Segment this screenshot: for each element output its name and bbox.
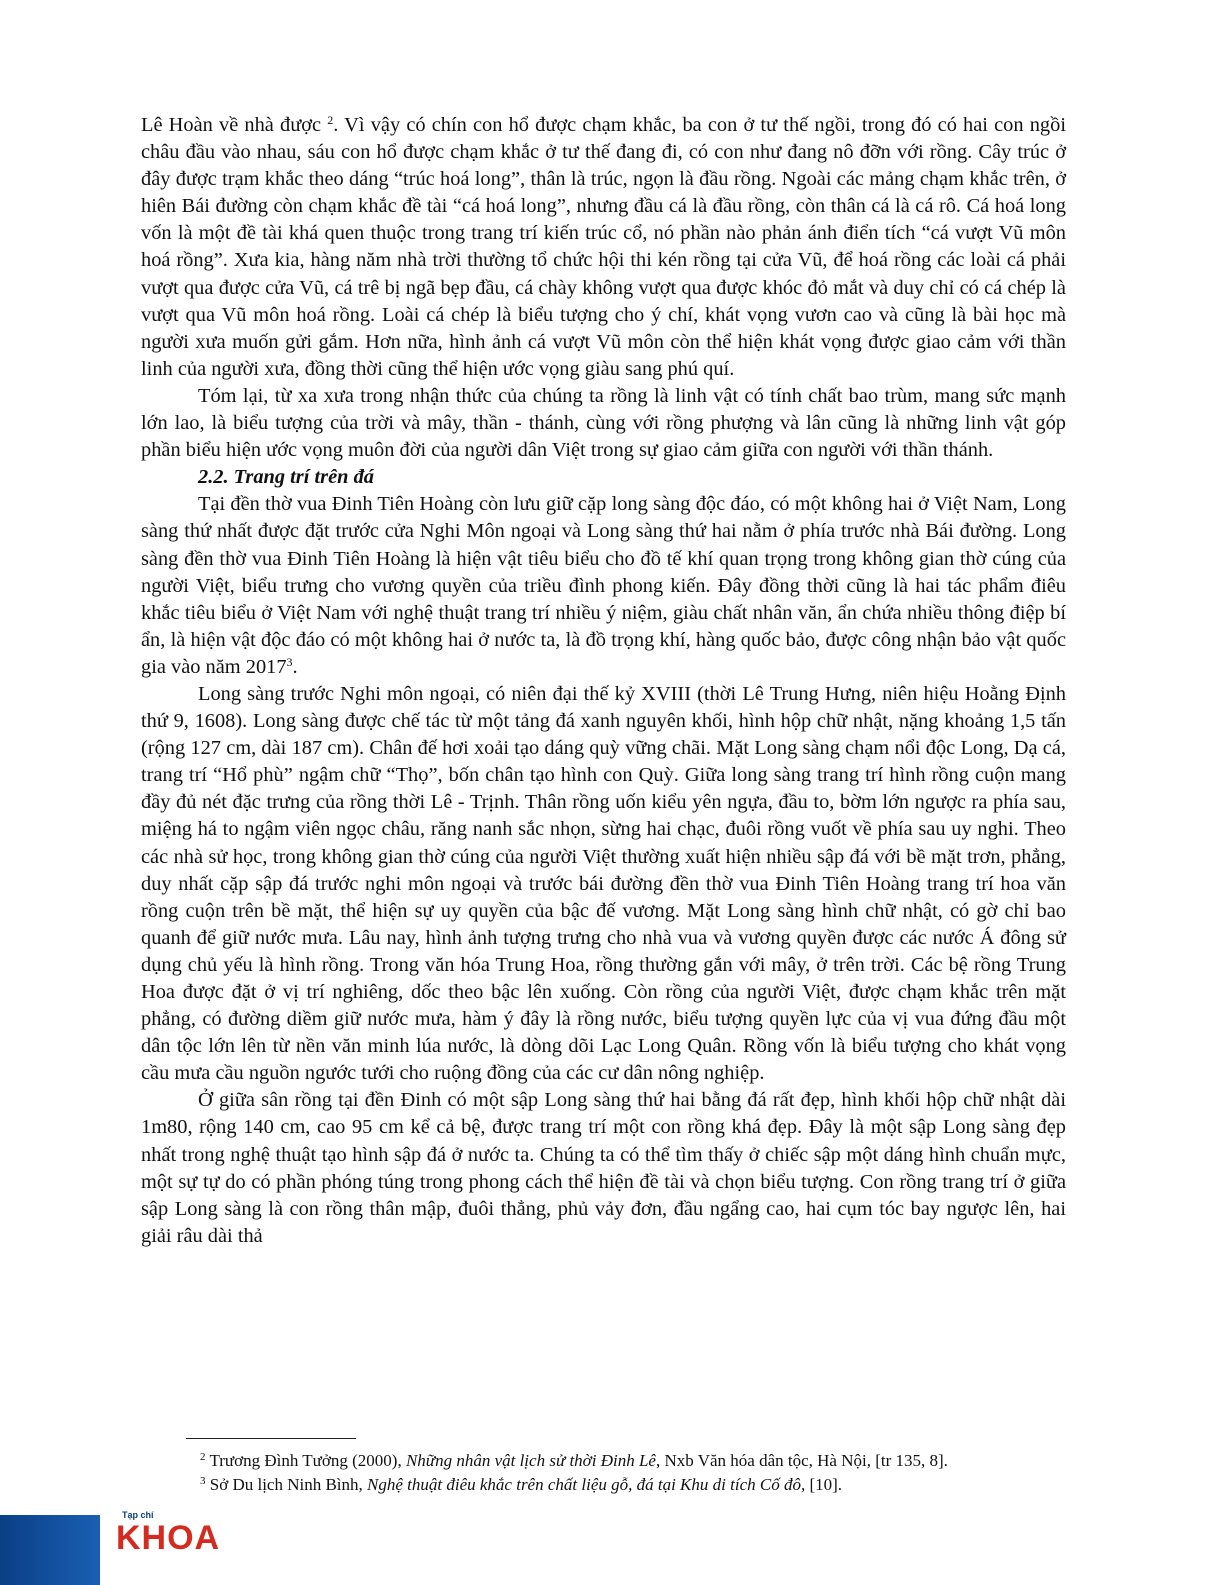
footnote-number: 3 [200, 1475, 206, 1487]
paragraph-2: Tóm lại, từ xa xưa trong nhận thức của chúng ta rồng là linh vật có tính chất bao trùm, mang sức mạnh lớn lao, là biểu tượng của trời và mây, thần - thánh, cùng với rồng phượng và lân cũng là những linh vật góp phần biểu hiện ước vọng muôn đời của người dân Việt trong sự giao cảm giữa con người với thần thánh. [141, 384, 1066, 462]
paragraph-5: Ở giữa sân rồng tại đền Đinh có một sập Long sàng thứ hai bằng đá rất đẹp, hình khối hộp chữ nhật dài 1m80, rộng 140 cm, cao 95 cm kể cả bệ, được trang trí một con rồng khá đẹp. Đây là một sập Long sàng đẹp nhất trong nghệ thuật tạo hình sập đá ở nước ta. Chúng ta có thể tìm thấy ở chiếc sập một dáng hình chuẩn mực, một sự tự do có phần phóng túng trong phong cách thể hiện đề tài và chọn biểu tượng. Con rồng trang trí ở giữa sập Long sàng là con rồng thân mập, đuôi thẳng, phủ vảy đơn, đầu ngẩng cao, hai cụm tóc bay ngược lên, hai giải râu dài thả [141, 1089, 1066, 1247]
paragraph-text: . [292, 655, 298, 678]
footnote-divider [186, 1438, 356, 1439]
footnote-2 [200, 1449, 1080, 1473]
logo-title: KHOA [116, 1519, 221, 1557]
footnote-3 [200, 1473, 1080, 1497]
logo-subtitle: Tạp chí [122, 1510, 154, 1520]
paragraph-4: Long sàng trước Nghi môn ngoại, có niên đại thế kỷ XVIII (thời Lê Trung Hưng, niên hiệu Hoằng Định thứ 9, 1608). Long sàng được chế tác từ một tảng đá xanh nguyên khối, hình hộp chữ nhật, nặng khoảng 1,5 tấn (rộng 127 cm, dài 187 cm). Chân đế hơi xoải tạo dáng quỳ vững chãi. Mặt Long sàng chạm nổi độc Long, Dạ cá, trang trí “Hổ phù” ngậm chữ “Thọ”, bốn chân tạo hình con Quỳ. Giữa long sàng trang trí hình rồng cuộn mang đầy đủ nét đặc trưng của rồng thời Lê - Trịnh. Thân rồng uốn kiểu yên ngựa, đầu to, bờm lớn ngược ra phía sau, miệng há to ngậm viên ngọc châu, răng nanh sắc nhọn, sừng hai chạc, đuôi rồng vuốt về phía sau uy nghi. Theo các nhà sử học, trong không gian thờ cúng của người Việt thường xuất hiện nhiều sập đá với bề mặt trơn, phẳng, duy nhất cặp sập đá trước nghi môn ngoại và trước bái đường đền thờ vua Đinh Tiên Hoàng trang trí hoa văn rồng cuộn trên bề mặt, thể hiện sự uy quyền của bậc đế vương. Mặt Long sàng hình chữ nhật, có gờ chỉ bao quanh để giữ nước mưa. Lâu nay, hình ảnh tượng trưng cho nhà vua và vương quyền được các nước Á đông sử dụng chủ yếu là hình rồng. Trong văn hóa Trung Hoa, rồng thường gắn với mây, ở trên trời. Các bệ rồng Trung Hoa được đặt ở vị trí nghiêng, dốc theo bậc lên xuống. Còn rồng của người Việt, được chạm khắc trên mặt phẳng, có đường diềm giữ nước mưa, hàm ý đây là rồng nước, biểu tượng quyền lực của vị vua đứng đầu một dân tộc lớn lên từ nền văn minh lúa nước, là dòng dõi Lạc Long Quân. Rồng vốn là biểu tượng cho khát vọng cầu mưa cầu nguồn ngước tưới cho ruộng đồng của các cư dân nông nghiệp. [141, 682, 1066, 1085]
article-body [141, 112, 1066, 1250]
footnote-text: , Nxb Văn hóa dân tộc, Hà Nội, [tr 135, 8]. [655, 1451, 948, 1470]
paragraph-3 [141, 491, 1066, 681]
footnote-ref-2[interactable]: 2 [327, 113, 334, 127]
footnote-text: Sở Du lịch Ninh Bình, [205, 1475, 368, 1494]
footnote-title: Nghệ thuật điêu khắc trên chất liệu gỗ, đá tại Khu di tích Cố đô, [367, 1475, 806, 1494]
footnotes [200, 1449, 1080, 1497]
footnote-number: 2 [200, 1451, 206, 1463]
paragraph-text: Lê Hoàn về nhà được [141, 114, 328, 136]
footnote-title: Những nhân vật lịch sử thời Đinh Lê [405, 1451, 656, 1470]
footnote-ref-3[interactable]: 3 [286, 654, 293, 669]
footnote-text: Trương Đình Tưởng (2000), [205, 1451, 406, 1470]
footnote-text: [10]. [805, 1475, 843, 1494]
paragraph-1 [141, 112, 1066, 383]
paragraph-text: Tại đền thờ vua Đinh Tiên Hoàng còn lưu giữ cặp long sàng độc đáo, có một không hai ở Việt Nam, Long sàng thứ nhất được đặt trước cửa Nghi Môn ngoại và Long sàng thứ hai nằm ở phía trước nhà Bái đường. Long sàng đền thờ vua Đinh Tiên Hoàng là hiện vật tiêu biểu cho đồ tế khí quan trọng trong không gian thờ cúng của người Việt, biểu trưng cho vương quyền của triều đình phong kiến. Đây đồng thời cũng là hai tác phẩm điêu khắc tiêu biểu ở Việt Nam với nghệ thuật trang trí nhiều ý niệm, giàu chất nhân văn, ẩn chứa nhiều thông điệp bí ẩn, là hiện vật độc đáo có một không hai ở nước ta, là đồ trọng khí, hàng quốc bảo, được công nhận bảo vật quốc gia vào năm 2017 [141, 493, 1066, 678]
footer-color-bar [0, 1515, 100, 1585]
magazine-logo [116, 1510, 220, 1556]
section-heading: 2.2. Trang trí trên đá [198, 466, 374, 489]
paragraph-text: . Vì vậy có chín con hổ được chạm khắc, ba con ở tư thế ngồi, trong đó có hai con ngồi châu đầu vào nhau, sáu con hổ được chạm khắc ở tư thế đang đi, có con như đang nô đỡn với rồng. Cây trúc ở đây được trạm khắc theo dáng “trúc hoá long”, thân là trúc, ngọn là đầu rồng. Ngoài các mảng chạm khắc trên, ở hiên Bái đường còn chạm khắc đề tài “cá hoá long”, nhưng đầu cá là đầu rồng, còn thân cá là cá rô. Cá hoá long vốn là một đề tài khá quen thuộc trong trang trí kiến trúc cổ, nó phần nào phản ánh điển tích “cá vượt Vũ môn hoá rồng”. Xưa kia, hàng năm nhà trời thường tổ chức hội thi kén rồng tại cửa Vũ, để hoá rồng các loài cá phải vượt qua được cửa Vũ, cá trê bị ngã bẹp đầu, cá chày không vượt qua được khóc đỏ mắt và duy chỉ có cá chép là vượt qua Vũ môn hoá rồng. Loài cá chép là biểu tượng cho ý chí, khát vọng vươn cao và cũng là bài học mà người xưa muốn gửi gắm. Hơn nữa, hình ảnh cá vượt Vũ môn còn thể hiện khát vọng được giao cảm với thần linh của người xưa, đồng thời cũng thể hiện ước vọng giàu sang phú quí. [141, 114, 1066, 380]
